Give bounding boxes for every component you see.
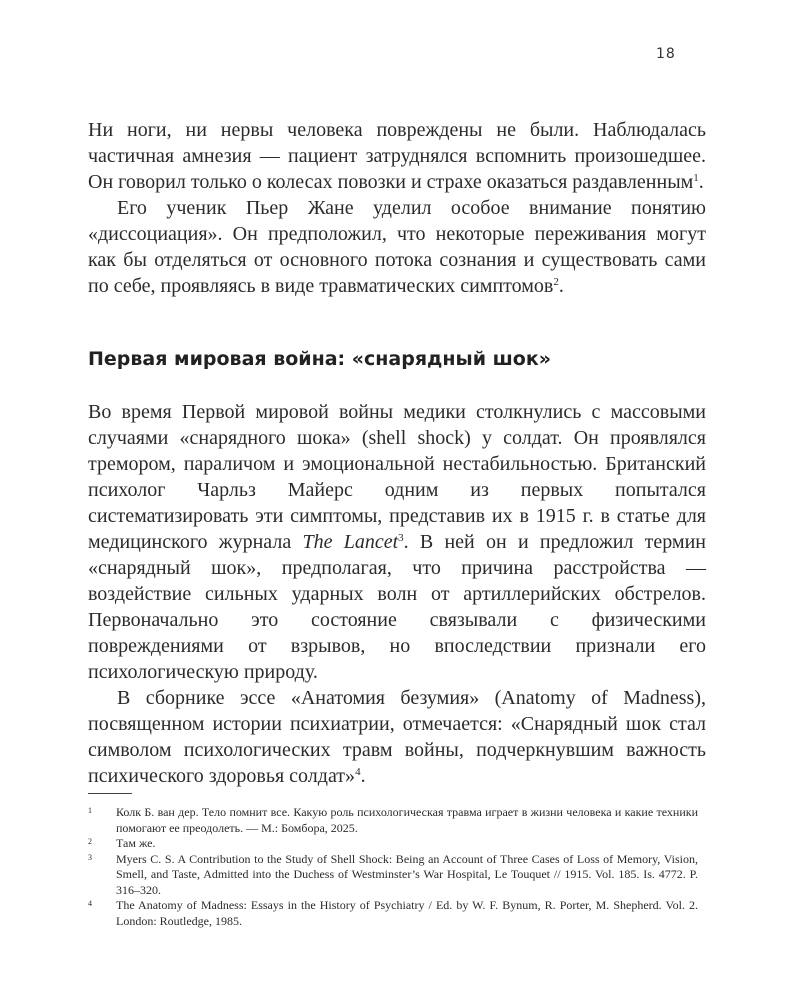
- footnote-text: Myers C. S. A Contribution to the Study of Shell Shock: Being an Account of Three Cases of Loss of Memory, Vision, Smell, and Taste, Admitted into the Duchess of Westminster’s War Hospital, Le Touquet // 1915. Vol. 185. Is. 4772. P. 316–320.: [116, 851, 698, 897]
- paragraph: [88, 117, 706, 195]
- footnote-number: 1: [88, 806, 92, 815]
- footnote-number: 3: [88, 852, 92, 862]
- footnote-ref[interactable]: 4: [355, 766, 361, 778]
- footnote: [88, 836, 698, 852]
- paragraph-text: Ни ноги, ни нервы человека повреждены не были. Наблюдалась частичная амнезия — пациент затруднялся вспомнить произошедшее. Он говорил только о колесах повозки и страхе оказаться раздавленным: [88, 119, 706, 193]
- footnote-divider: [88, 793, 132, 794]
- footnote-text: The Anatomy of Madness: Essays in the History of Psychiatry / Ed. by W. F. Bynum, R. Porter, M. Shepherd. Vol. 2. London: Routledge, 1985.: [116, 898, 698, 928]
- paragraph-end: .: [558, 275, 564, 297]
- paragraph-text: . В ней он и предложил термин «снарядный шок», предполагая, что причина расстройства — воздействие сильных ударных волн от артиллерийских обстрелов. Первоначально это состояние связывали с физическими повреждениями от взрывов, но впоследствии признали его психологическую природу.: [88, 531, 706, 683]
- paragraph-text: Во время Первой мировой войны медики столкнулись с массовыми случаями «снарядного шока» (shell shock) у солдат. Он проявлялся тремором, параличом и эмоциональной нестабильностью. Британский психолог Чарльз Майерс одним из первых попытался систематизировать эти симптомы, представив их в 1915 г. в статье для медицинского журнала: [88, 401, 706, 553]
- footnote: [88, 898, 698, 929]
- journal-title: The Lancet: [302, 531, 399, 553]
- footnote-text: Там же.: [116, 836, 156, 850]
- footnote: [88, 852, 698, 899]
- section-text: [88, 399, 706, 789]
- footnote: [88, 805, 698, 836]
- section-heading: Первая мировая война: «снарядный шок»: [88, 348, 552, 370]
- paragraph: [88, 685, 706, 789]
- footnote-number: 4: [88, 899, 92, 908]
- footnote-ref[interactable]: 3: [398, 532, 404, 544]
- footnotes: [88, 805, 698, 929]
- paragraph-end: .: [360, 765, 366, 787]
- paragraph-text: В сборнике эссе «Анатомия безумия» (Anatomy of Madness), посвященном истории психиатрии, отмечается: «Снарядный шок стал символом психологических травм войны, подчеркнувшим важность психического здоровья солдат»: [88, 687, 706, 787]
- page-number: 18: [656, 46, 676, 62]
- footnote-number: 2: [88, 837, 92, 846]
- intro-text: [88, 117, 706, 299]
- footnote-text: Колк Б. ван дер. Тело помнит все. Какую роль психологическая травма играет в жизни человека и какие техники помогают ее преодолеть. — М.: Бомбора, 2025.: [116, 805, 698, 835]
- paragraph: [88, 195, 706, 299]
- paragraph-end: .: [698, 171, 704, 193]
- paragraph: [88, 399, 706, 685]
- footnote-ref[interactable]: 1: [693, 172, 699, 184]
- paragraph-text: Его ученик Пьер Жане уделил особое внимание понятию «диссоциация». Он предположил, что некоторые переживания могут как бы отделяться от основного потока сознания и существовать сами по себе, проявляясь в виде травматических симптомов: [88, 197, 706, 297]
- footnote-ref[interactable]: 2: [553, 276, 559, 288]
